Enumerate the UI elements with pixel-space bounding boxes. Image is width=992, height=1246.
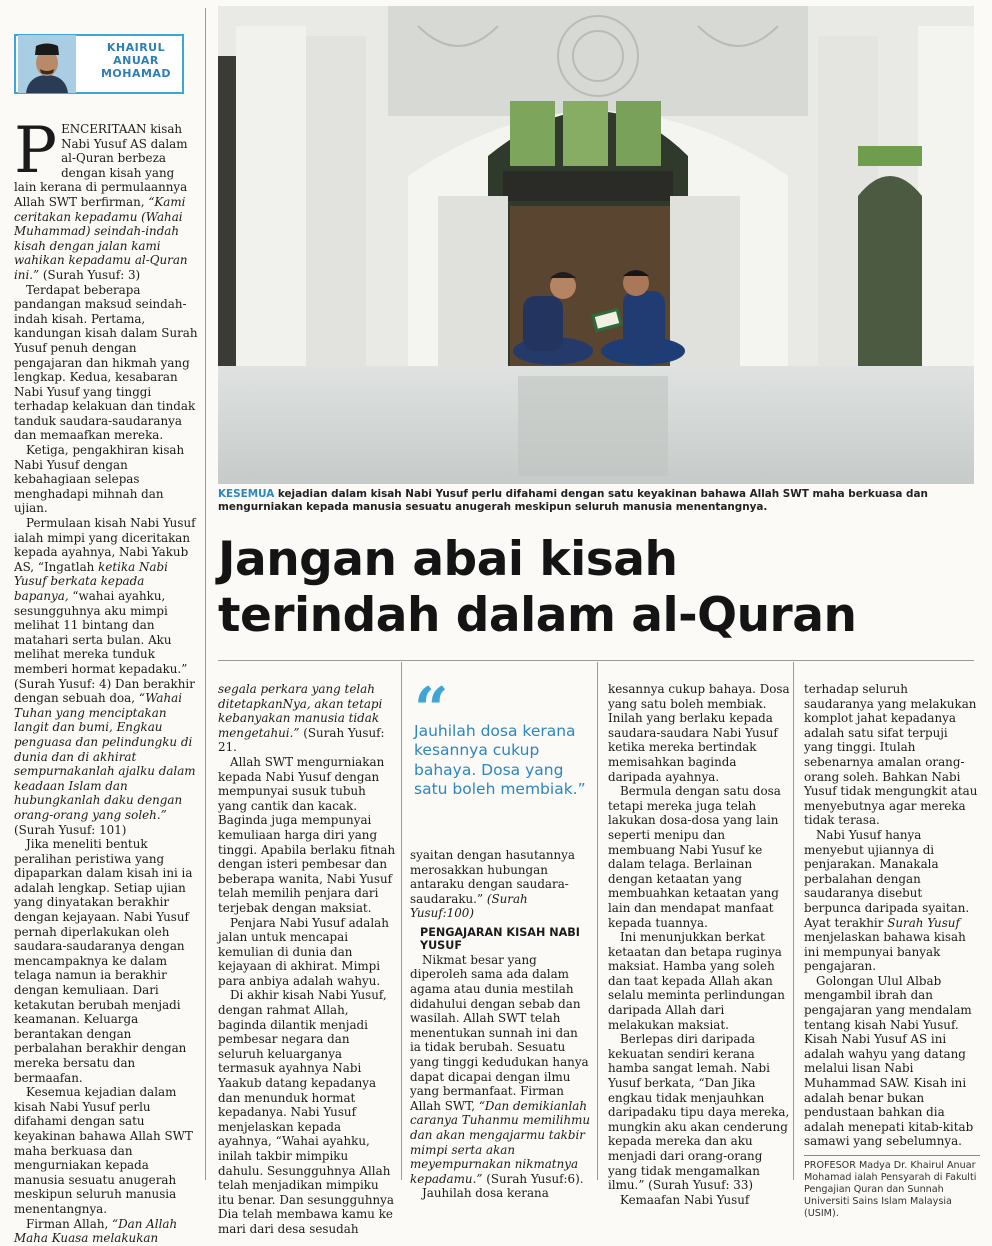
headline-line-2: terindah dalam al-Quran [218,588,857,643]
headline [218,532,978,644]
mosque-photo-illustration [218,6,974,484]
column-rule [597,662,598,1180]
headline-rule [218,660,974,661]
paragraph: syaitan dengan hasutannya merosakkan hubungan antaraku dengan saudara-saudaraku.” (Surah Yusuf:100) [410,848,575,921]
article-column-3 [410,848,592,1201]
caption-text: kejadian dalam kisah Nabi Yusuf perlu difahami dengan satu keyakinan bahawa Allah SWT maha berkuasa dan mengurniakan kepada manusia sesuatu anugerah meskipun seluruh manusia menentangnya. [218,488,928,514]
paragraph: Di akhir kisah Nabi Yusuf, dengan rahmat Allah, baginda dilantik menjadi pembesar negara dan seluruh keluarganya termasuk ayahnya Nabi Yaakub datang kepadanya dan menunduk hormat kepadanya. Nabi Yusuf menjelaskan kepada ayahnya, “Wahai ayahku, inilah takbir mimpiku dahulu. Sesungguhnya Allah telah menjadikan mimpiku itu benar. Dan sesungguhnya Dia telah membawa kamu ke mari dari desa sesudah [218,988,394,1236]
subheading: PENGAJARAN KISAH NABI YUSUF [420,925,580,953]
column-rule [793,662,794,1180]
paragraph: PENCERITAAN kisah Nabi Yusuf AS dalam al-Quran berbeza dengan kisah yang lain kerana di permulaannya Allah SWT berfirman, “Kami ceritakan kepadamu (Wahai Muhammad) seindah-indah kisah dengan jalan kami wahikan kepadamu al-Quran ini.” (Surah Yusuf: 3) [14,114,188,282]
column-rule [401,662,402,1180]
article-photo [218,6,974,484]
paragraph: Ini menunjukkan berkat ketaatan dan betapa ruginya maksiat. Hamba yang soleh dan taat kepada Allah akan selalu meminta perlindungan daripada Allah dari melakukan maksiat. [608,930,785,1032]
column-rule [205,8,206,1180]
paragraph: Firman Allah, “Dan Allah Maha Kuasa melakukan [14,1216,178,1246]
author-bio: PROFESOR Madya Dr. Khairul Anuar Mohamad ialah Pensyarah di Fakulti Pengajian Quran dan Sunnah Universiti Sains Islam Malaysia (USIM). [804,1160,977,1219]
paragraph: Permulaan kisah Nabi Yusuf ialah mimpi yang diceritakan kepada ayahnya, Nabi Yakub AS, “Ingatlah ketika Nabi Yusuf berkata kepada bapanya, “wahai ayahku, sesungguhnya aku mimpi melihat 11 bintang dan matahari serta bulan. Aku melihat mereka tunduk memberi hormat kepadaku.” (Surah Yusuf: 4) Dan berakhir dengan sebuah doa, “Wahai Tuhan yang menciptakan langit dan bumi, Engkau penguasa dan pelindungku di dunia dan di akhirat sempurnakanlah ajalku dalam keadaan Islam dan hubungkanlah daku dengan orang-orang yang soleh.” (Surah Yusuf: 101) [14,516,196,837]
author-portrait-icon [18,35,76,93]
article-column-1 [14,114,198,1246]
bio-rule [804,1155,980,1156]
paragraph: Ketiga, pengakhiran kisah Nabi Yusuf dengan kebahagiaan selepas menghadapi mihnah dan ujian. [14,443,185,516]
pull-quote: Jauhilah dosa kerana kesannya cukup bahaya. Dosa yang satu boleh membiak.” [414,722,586,799]
paragraph: Bermula dengan satu dosa tetapi mereka juga telah lakukan dosa-dosa yang lain seperti menipu dan membuang Nabi Yusuf ke dalam telaga. Berlainan dengan ketaatan yang membuahkan ketaatan yang lain dan mendapat manfaat kepada tuannya. [608,784,781,930]
paragraph: segala perkara yang telah ditetapkanNya, akan tetapi kebanyakan manusia tidak mengetahui.” (Surah Yusuf: 21. [218,682,385,755]
paragraph: Jika meneliti bentuk peralihan peristiwa yang dipaparkan dalam kisah ini ia adalah lengkap. Setiap ujian yang dinyatakan berakhir dengan kejayaan. Nabi Yusuf pernah diperlakukan oleh saudara-saudaranya dengan mencampaknya ke dalam telaga namun ia berakhir dengan kemuliaan. Dari ketakutan berubah menjadi keamanan. Keluarga berantakan dengan perbalahan berakhir dengan mereka bersatu dan bermaafan. [14,837,193,1085]
paragraph: Nabi Yusuf hanya menyebut ujiannya di penjarakan. Manakala perbalahan dengan saudaranya disebut berpunca daripada syaitan. Ayat terakhir Surah Yusuf menjelaskan bahawa kisah ini mempunyai banyak pengajaran. [804,827,970,974]
paragraph: kesannya cukup bahaya. Dosa yang satu boleh membiak. Inilah yang berlaku kepada saudara-saudara Nabi Yusuf ketika mereka bertindak memisahkan baginda daripada ayahnya. [608,682,790,784]
paragraph: Terdapat beberapa pandangan maksud seindah-indah kisah. Pertama, kandungan kisah dalam Surah Yusuf penuh dengan pengajaran dan hikmah yang lengkap. Kedua, kesabaran Nabi Yusuf yang tinggi terhadap kelakuan dan tindak tanduk saudara-saudaranya dan memaafkan mereka. [14,282,198,443]
paragraph: Berlepas diri daripada kekuatan sendiri kerana hamba sangat lemah. Nabi Yusuf berkata, “Dan Jika engkau tidak menjauhkan daripadaku tipu daya mereka, mungkin aku akan cenderung kepada mereka dan aku menjadi dari orang-orang yang tidak mengamalkan ilmu.” (Surah Yusuf: 33) [608,1032,790,1193]
caption-lead: KESEMUA [218,488,275,500]
paragraph: Nikmat besar yang diperoleh sama ada dalam agama atau dunia mestilah didahului dengan sebab dan wasilah. Allah SWT telah menentukan sunnah ini dan ia tidak berubah. Sesuatu yang tinggi kedudukan hanya dapat dicapai dengan ilmu yang bermanfaat. Firman Allah SWT, “Dan demikianlah caranya Tuhanmu memilihmu dan akan mengajarmu takbir mimpi serta akan meyempurnakan nikmatnya kepadamu.” (Surah Yusuf:6). [410,952,591,1186]
paragraph: Penjara Nabi Yusuf adalah jalan untuk mencapai kemulian di dunia dan kejayaan di akhirat. Mimpi para anbiya adalah wahyu. [218,915,389,988]
headline-line-1: Jangan abai kisah [218,532,678,587]
article-column-4 [608,682,790,1207]
paragraph: Kemaafan Nabi Yusuf [620,1192,750,1207]
paragraph: terhadap seluruh saudaranya yang melakukan komplot jahat kepadanya adalah satu sifat terpuji yang tinggi. Itulah sebenarnya amalan orang-orang soleh. Bahkan Nabi Yusuf tidak mengungkit atau menyebutnya agar mereka tidak terasa. [804,682,978,828]
author-name: KHAIRUL ANUAR MOHAMAD [100,41,172,80]
photo-caption [218,488,968,515]
paragraph: Jauhilah dosa kerana [422,1186,549,1201]
quote-mark-icon: “ [414,675,449,745]
author-avatar [18,35,76,93]
paragraph: Golongan Ulul Albab mengambil ibrah dan pengajaran yang mendalam tentang kisah Nabi Yusuf. Kisah Nabi Yusuf AS ini adalah wahyu yang datang melalui lisan Nabi Muhammad SAW. Kisah ini adalah benar bukan pendustaan bahkan dia adalah menepati kitab-kitab samawi yang sebelumnya. [804,973,974,1149]
drop-cap: P [14,114,58,188]
paragraph: Kesemua kejadian dalam kisah Nabi Yusuf perlu difahami dengan satu keyakinan bahawa Allah SWT maha berkuasa dan mengurniakan kepada manusia sesuatu anugerah meskipun seluruh manusia menentangnya. [14,1085,193,1216]
article-column-2 [218,682,396,1236]
article-column-5 [804,682,980,1219]
paragraph: Allah SWT mengurniakan kepada Nabi Yusuf dengan mempunyai susuk tubuh yang cantik dan kacak. Baginda juga mempunyai kemuliaan harga diri yang tinggi. Apabila berlaku fitnah dengan isteri pembesar dan beberapa wanita, Nabi Yusuf telah memilih penjara dari terjebak dengan maksiat. [218,754,396,915]
